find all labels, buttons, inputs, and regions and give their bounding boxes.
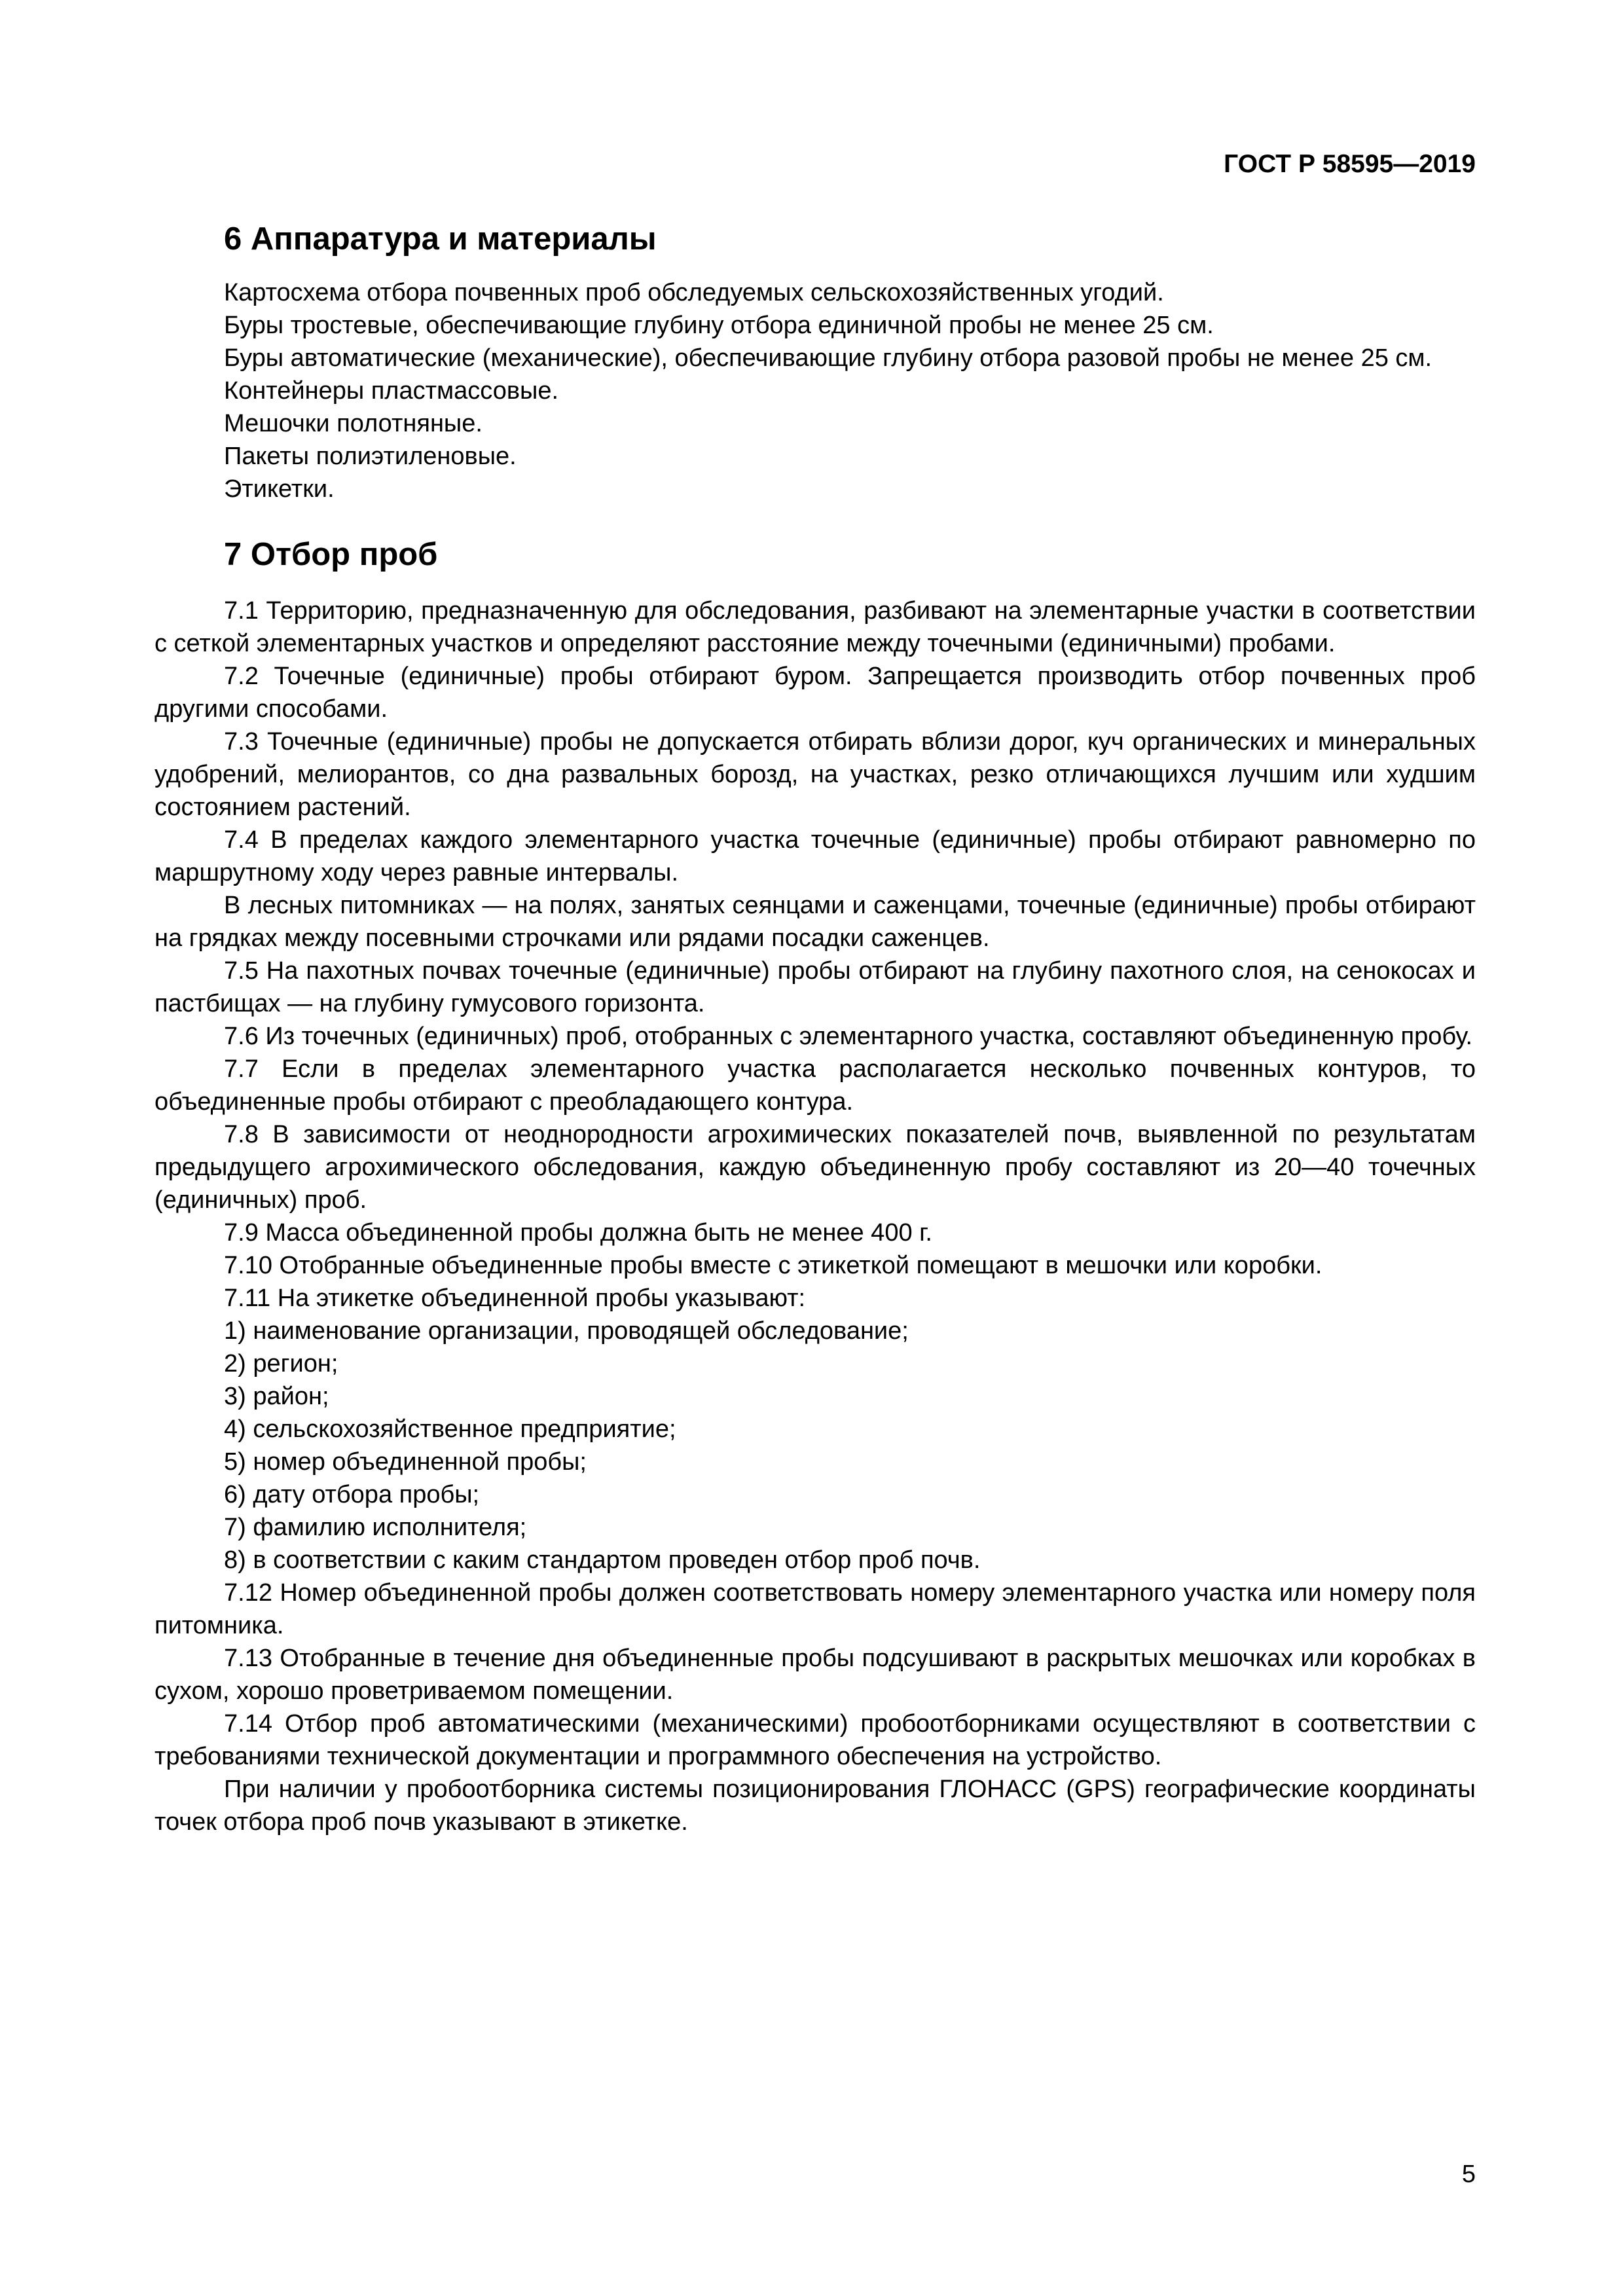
paragraph: Буры автоматические (механические), обеспечивающие глубину отбора разовой пробы не менее 25 см.: [224, 344, 1432, 372]
paragraph: 7.14 Отбор проб автоматическими (механическими) пробоотборниками осуществляют в соответствии с требованиями технической документации и программного обеспечения на устройство.: [155, 1710, 1476, 1770]
section-6-body: [155, 276, 1476, 505]
paragraph: Контейнеры пластмассовые.: [224, 377, 559, 405]
paragraph: Пакеты полиэтиленовые.: [224, 443, 517, 470]
page-content: [155, 216, 1476, 1838]
paragraph: 7.6 Из точечных (единичных) проб, отобранных с элементарного участка, составляют объединенную пробу.: [224, 1023, 1473, 1050]
paragraph: 7.11 На этикетке объединенной пробы указывают:: [224, 1285, 806, 1312]
paragraph: 7.10 Отобранные объединенные пробы вместе с этикеткой помещают в мешочки или коробки.: [224, 1252, 1322, 1279]
paragraph: При наличии у пробоотборника системы позиционирования ГЛОНАСС (GPS) географические координаты точек отбора проб почв указывают в этикетке.: [155, 1776, 1476, 1836]
paragraph: 7.2 Точечные (единичные) пробы отбирают буром. Запрещается производить отбор почвенных проб другими способами.: [155, 663, 1476, 723]
section-6-heading: 6 Аппаратура и материалы: [224, 221, 657, 257]
paragraph: 7.12 Номер объединенной пробы должен соответствовать номеру элементарного участка или номеру поля питомника.: [155, 1579, 1476, 1639]
paragraph: 7.7 Если в пределах элементарного участка располагается несколько почвенных контуров, то объединенные пробы отбирают с преобладающего контура.: [155, 1055, 1476, 1116]
section-7-heading: 7 Отбор проб: [224, 537, 438, 572]
paragraph: 7.13 Отобранные в течение дня объединенные пробы подсушивают в раскрытых мешочках или коробках в сухом, хорошо проветриваемом помещении.: [155, 1645, 1476, 1705]
paragraph: Картосхема отбора почвенных проб обследуемых сельскохозяйственных угодий.: [224, 279, 1164, 306]
list-item: 5) номер объединенной пробы;: [224, 1448, 587, 1476]
paragraph: Буры тростевые, обеспечивающие глубину отбора единичной пробы не менее 25 см.: [224, 312, 1214, 339]
paragraph: 7.5 На пахотных почвах точечные (единичные) пробы отбирают на глубину пахотного слоя, на сенокосах и пастбищах — на глубину гумусового горизонта.: [155, 957, 1476, 1017]
list-item: 8) в соответствии с каким стандартом проведен отбор проб почв.: [224, 1546, 981, 1574]
page-number: 5: [1461, 2160, 1476, 2188]
paragraph: Этикетки.: [224, 475, 335, 503]
paragraph: 7.3 Точечные (единичные) пробы не допускается отбирать вблизи дорог, куч органических и минеральных удобрений, мелиорантов, со дна развальных борозд, на участках, резко отличающихся лучшим или худшим состоянием растений.: [155, 728, 1476, 821]
paragraph: 7.1 Территорию, предназначенную для обследования, разбивают на элементарные участки в соответствии с сеткой элементарных участков и определяют расстояние между точечными (единичными) пробами.: [155, 597, 1476, 657]
list-item: 6) дату отбора пробы;: [224, 1481, 480, 1508]
paragraph: 7.8 В зависимости от неоднородности агрохимических показателей почв, выявленной по результатам предыдущего агрохимического обследования, каждую объединенную пробу составляют из 20—40 точечных (единичных) проб.: [155, 1121, 1476, 1214]
list-item: 4) сельскохозяйственное предприятие;: [224, 1415, 676, 1443]
paragraph: 7.4 В пределах каждого элементарного участка точечные (единичные) пробы отбирают равномерно по маршрутному ходу через равные интервалы.: [155, 826, 1476, 886]
paragraph: Мешочки полотняные.: [224, 410, 483, 437]
section-7-body: [155, 594, 1476, 1838]
paragraph: В лесных питомниках — на полях, занятых сеянцами и саженцами, точечные (единичные) пробы отбирают на грядках между посевными строчками или рядами посадки саженцев.: [155, 892, 1476, 952]
paragraph: 7.9 Масса объединенной пробы должна быть не менее 400 г.: [224, 1219, 932, 1247]
list-item: 2) регион;: [224, 1350, 338, 1377]
list-item: 7) фамилию исполнителя;: [224, 1514, 527, 1541]
list-item: 1) наименование организации, проводящей обследование;: [224, 1317, 909, 1345]
list-item: 3) район;: [224, 1383, 329, 1410]
document-code: ГОСТ Р 58595—2019: [1224, 150, 1476, 178]
